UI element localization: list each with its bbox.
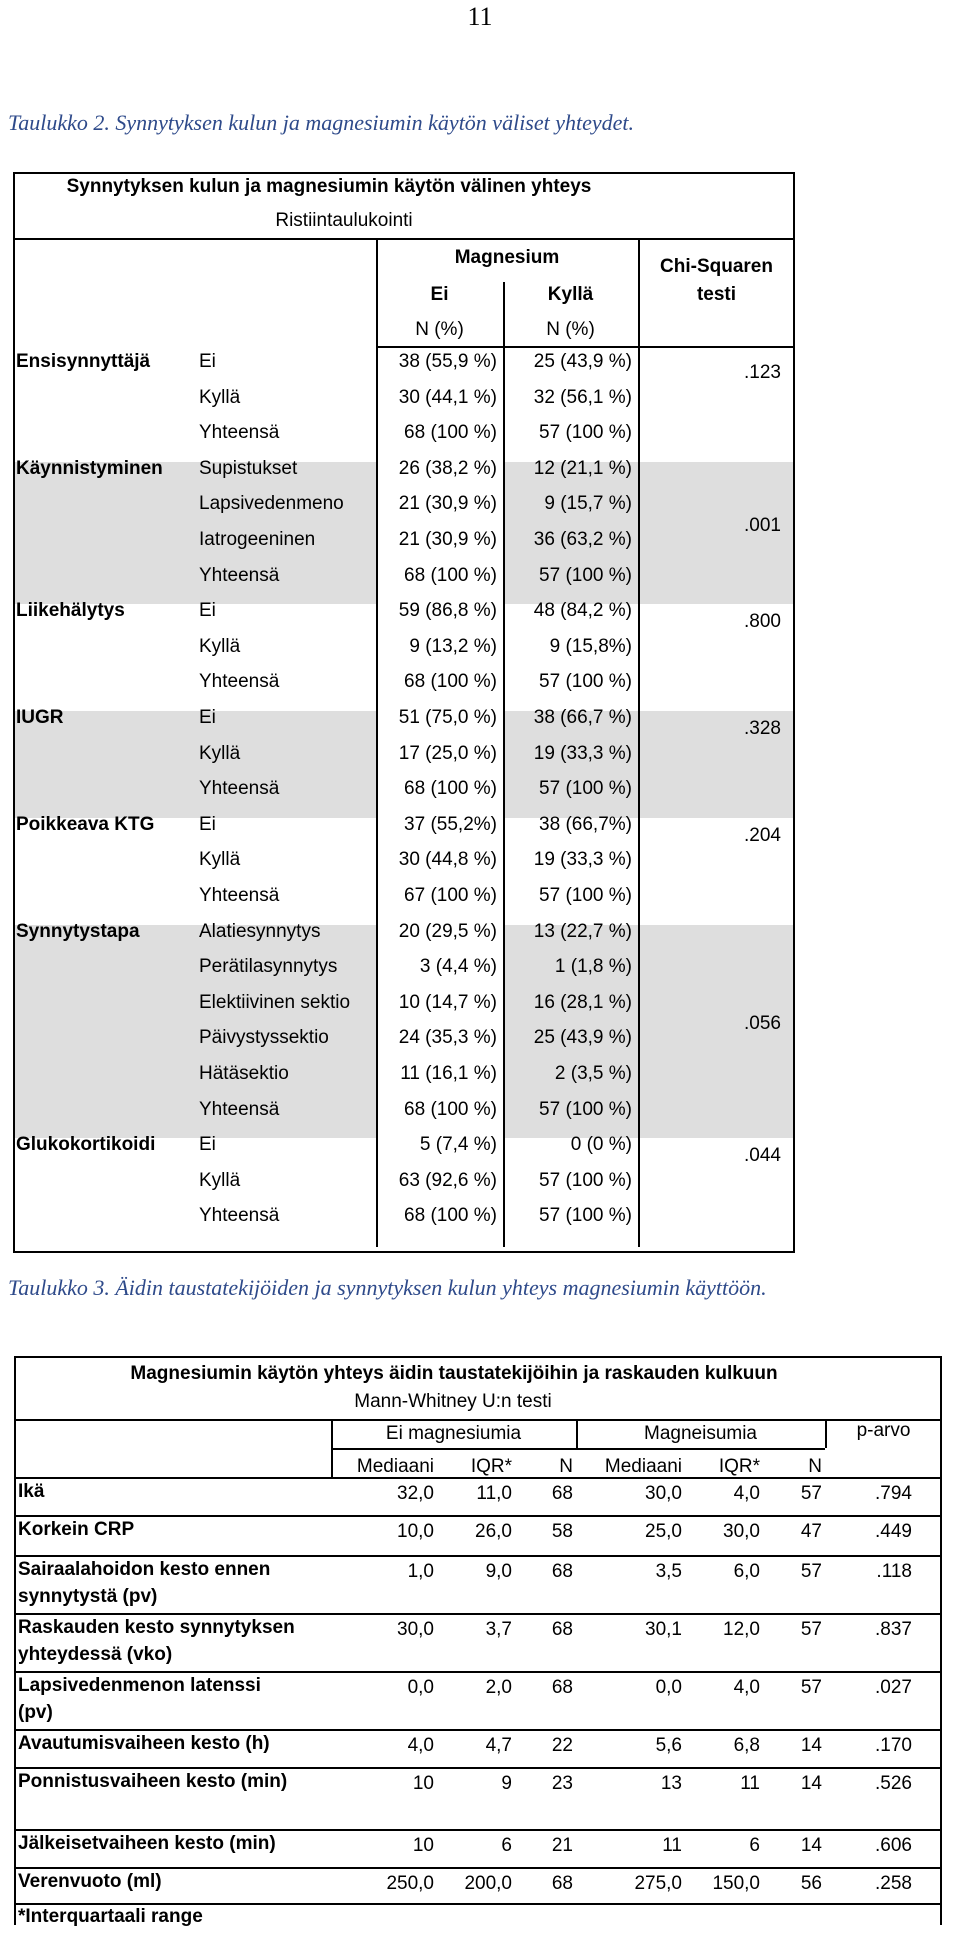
- category-label: Yhteensä: [199, 671, 280, 693]
- cell-value: 3,5: [655, 1561, 682, 1582]
- category-label: Yhteensä: [199, 422, 280, 444]
- value-ei: 51 (75,0 %): [398, 707, 497, 728]
- cell-value: 68: [551, 1873, 573, 1894]
- category-label: Perätilasynnytys: [199, 956, 338, 978]
- value-ei: 5 (7,4 %): [419, 1134, 497, 1156]
- value-ei: 68 (100 %): [404, 564, 497, 586]
- cell-value: 9: [501, 1773, 512, 1794]
- category-label: Kyllä: [199, 849, 241, 871]
- cell-value: 10: [412, 1835, 434, 1856]
- cell-value: 13: [660, 1773, 682, 1794]
- cell-value: 30,0: [645, 1483, 682, 1504]
- category-label: Yhteensä: [199, 564, 280, 586]
- value-ei: 21 (30,9 %): [398, 493, 497, 515]
- cell-value: 12,0: [723, 1619, 760, 1640]
- group-label: Käynnistyminen: [16, 457, 163, 479]
- cell-value: 2,0: [485, 1677, 512, 1698]
- value-kylla: 19 (33,3 %): [533, 849, 632, 871]
- page-number: 11: [467, 2, 493, 31]
- category-label: Hätäsektio: [199, 1063, 289, 1084]
- cell-value: 11,0: [476, 1483, 512, 1504]
- value-kylla: 36 (63,2 %): [533, 529, 632, 550]
- category-label: Lapsivedenmeno: [199, 493, 344, 515]
- value-ei: 59 (86,8 %): [398, 600, 497, 622]
- category-label: Ei: [199, 600, 216, 622]
- p-value: .449: [875, 1521, 912, 1542]
- cell-value: 32,0: [397, 1483, 434, 1504]
- cell-value: 11: [662, 1835, 682, 1856]
- column-header: Mediaani: [356, 1456, 434, 1477]
- chi-p-value: .123: [744, 362, 781, 383]
- value-ei: 21 (30,9 %): [398, 529, 497, 550]
- value-kylla: 57 (100 %): [539, 1169, 632, 1191]
- value-ei: 68 (100 %): [404, 422, 497, 444]
- value-kylla: 57 (100 %): [539, 1098, 632, 1120]
- group-shade: [15, 462, 376, 604]
- category-label: Ei: [199, 813, 216, 835]
- p-value: .170: [875, 1735, 912, 1756]
- header-rule-2: [376, 346, 638, 348]
- category-label: Ei: [199, 1134, 216, 1156]
- cell-value: 0,0: [407, 1677, 434, 1698]
- value-ei: 68 (100 %): [404, 671, 497, 693]
- cell-value: 10: [412, 1773, 434, 1794]
- category-label: Yhteensä: [199, 1098, 280, 1120]
- value-ei: 10 (14,7 %): [398, 991, 497, 1013]
- category-label: Yhteensä: [199, 1205, 280, 1227]
- cell-value: 57: [800, 1677, 822, 1698]
- table3-subtitle: Mann-Whitney U:n testi: [354, 1391, 552, 1412]
- row-label: Raskauden kesto synnytyksen: [18, 1617, 295, 1638]
- cell-value: 57: [800, 1483, 822, 1504]
- chi-p-value: .204: [744, 824, 781, 846]
- row-label: Lapsivedenmenon latenssi: [18, 1675, 261, 1696]
- cell-value: 68: [551, 1677, 573, 1698]
- cell-value: 4,0: [733, 1677, 760, 1698]
- header-kylla: Kyllä: [547, 284, 594, 305]
- cell-value: 150,0: [712, 1873, 760, 1894]
- value-kylla: 57 (100 %): [539, 1205, 632, 1227]
- header-rule: [14, 1419, 942, 1421]
- cell-value: 68: [551, 1619, 573, 1640]
- chi-p-value: .001: [744, 515, 781, 536]
- cell-value: 6: [749, 1835, 760, 1856]
- category-label: Yhteensä: [199, 778, 280, 800]
- cell-value: 1,0: [407, 1561, 434, 1582]
- category-label: Alatiesynnytys: [199, 920, 321, 942]
- group-mg-header: Magneisumia: [644, 1423, 757, 1444]
- row-label: Jälkeisetvaiheen kesto (min): [18, 1833, 276, 1854]
- value-kylla: 25 (43,9 %): [533, 351, 632, 372]
- cell-value: 30,0: [397, 1619, 434, 1640]
- column-header: IQR*: [470, 1456, 512, 1477]
- cell-value: 250,0: [386, 1873, 434, 1894]
- cell-value: 25,0: [645, 1521, 682, 1542]
- cell-value: 30,1: [645, 1619, 682, 1640]
- value-ei: 63 (92,6 %): [398, 1169, 497, 1191]
- value-ei: 30 (44,1 %): [398, 386, 497, 408]
- cell-value: 14: [800, 1773, 822, 1794]
- value-ei: 68 (100 %): [404, 1098, 497, 1120]
- row-rule: [14, 1903, 942, 1905]
- category-label: Supistukset: [199, 457, 298, 479]
- row-label: Avautumisvaiheen kesto (h): [18, 1733, 270, 1754]
- category-label: Ei: [199, 351, 216, 372]
- cell-value: 3,7: [485, 1619, 512, 1640]
- category-label: Kyllä: [199, 1169, 241, 1191]
- cell-value: 6: [501, 1835, 512, 1856]
- category-label: Yhteensä: [199, 885, 280, 906]
- row-rule: [14, 1555, 942, 1557]
- value-kylla: 13 (22,7 %): [533, 920, 632, 942]
- table3-title: Magnesiumin käytön yhteys äidin taustatekijöihin ja raskauden kulkuun: [130, 1363, 778, 1384]
- value-kylla: 0 (0 %): [570, 1134, 632, 1156]
- header-rule: [13, 238, 795, 240]
- value-kylla: 19 (33,3 %): [533, 742, 632, 764]
- value-kylla: 2 (3,5 %): [554, 1063, 632, 1084]
- p-value: .837: [875, 1619, 912, 1640]
- header-magnesium: Magnesium: [454, 247, 560, 268]
- category-label: Kyllä: [199, 635, 241, 657]
- value-ei: 30 (44,8 %): [398, 849, 497, 871]
- category-label: Ei: [199, 707, 216, 728]
- value-kylla: 25 (43,9 %): [533, 1027, 632, 1049]
- value-kylla: 57 (100 %): [539, 671, 632, 693]
- header-chi-2: testi: [696, 284, 737, 305]
- row-label-cont: yhteydessä (vko): [18, 1644, 173, 1665]
- category-label: Päivystyssektio: [199, 1027, 329, 1049]
- row-rule: [14, 1613, 942, 1615]
- row-rule: [14, 1729, 942, 1731]
- value-kylla: 9 (15,7 %): [544, 493, 632, 515]
- value-ei: 17 (25,0 %): [398, 742, 497, 764]
- cell-value: 23: [551, 1773, 573, 1794]
- p-value: .526: [875, 1773, 912, 1794]
- group-label: Glukokortikoidi: [16, 1134, 156, 1156]
- cell-value: 4,0: [733, 1483, 760, 1504]
- value-kylla: 16 (28,1 %): [533, 991, 632, 1013]
- group-label: Synnytystapa: [16, 920, 140, 942]
- value-ei: 20 (29,5 %): [398, 920, 497, 942]
- chi-p-value: .044: [744, 1145, 781, 1167]
- p-value: .027: [875, 1677, 912, 1698]
- row-label: Sairaalahoidon kesto ennen: [18, 1559, 271, 1580]
- value-ei: 3 (4,4 %): [419, 956, 497, 978]
- value-kylla: 38 (66,7 %): [533, 707, 632, 728]
- value-kylla: 1 (1,8 %): [554, 956, 632, 978]
- row-label: Ikä: [18, 1481, 45, 1502]
- cell-value: 9,0: [485, 1561, 512, 1582]
- header-rule-mid: [331, 1448, 825, 1450]
- value-ei: 11 (16,1 %): [400, 1063, 497, 1084]
- value-ei: 37 (55,2%): [404, 813, 497, 835]
- value-ei: 26 (38,2 %): [398, 457, 497, 479]
- chi-p-value: .056: [744, 1013, 781, 1035]
- header-ei: Ei: [430, 284, 449, 305]
- value-ei: 67 (100 %): [404, 885, 497, 906]
- cell-value: 14: [800, 1835, 822, 1856]
- cell-value: 22: [551, 1735, 573, 1756]
- row-label: Korkein CRP: [18, 1519, 135, 1540]
- value-kylla: 57 (100 %): [539, 422, 632, 444]
- category-label: Kyllä: [199, 386, 241, 408]
- value-kylla: 57 (100 %): [539, 778, 632, 800]
- value-kylla: 32 (56,1 %): [533, 386, 632, 408]
- category-label: Iatrogeeninen: [199, 529, 316, 550]
- row-rule: [14, 1515, 942, 1517]
- chi-p-value: .328: [744, 718, 781, 739]
- header-rule-3: [638, 346, 795, 348]
- group-ei-header: Ei magnesiumia: [385, 1423, 522, 1444]
- table2-caption: Taulukko 2. Synnytyksen kulun ja magnesiumin käytön väliset yhteydet.: [8, 110, 635, 135]
- value-kylla: 57 (100 %): [539, 564, 632, 586]
- cell-value: 4,0: [407, 1735, 434, 1756]
- value-kylla: 12 (21,1 %): [533, 457, 632, 479]
- header-n-ei: N (%): [415, 319, 464, 340]
- value-ei: 68 (100 %): [404, 778, 497, 800]
- p-value: .606: [875, 1835, 912, 1856]
- cell-value: 10,0: [397, 1521, 434, 1542]
- header-n-kylla: N (%): [546, 319, 595, 340]
- column-header: IQR*: [718, 1456, 760, 1477]
- p-value: .258: [875, 1873, 912, 1894]
- cell-value: 4,7: [485, 1735, 512, 1756]
- column-header: Mediaani: [604, 1456, 682, 1477]
- cell-value: 6,8: [733, 1735, 760, 1756]
- value-kylla: 9 (15,8%): [549, 635, 632, 657]
- value-ei: 38 (55,9 %): [398, 351, 497, 372]
- group-label: Liikehälytys: [16, 600, 125, 622]
- group-label: IUGR: [16, 707, 64, 728]
- group-shade: [15, 711, 376, 818]
- row-rule: [14, 1767, 942, 1769]
- p-value: .118: [876, 1561, 912, 1582]
- group-label: Poikkeava KTG: [16, 813, 155, 835]
- column-header: N: [559, 1456, 573, 1477]
- table3-caption: Taulukko 3. Äidin taustatekijöiden ja synnytyksen kulun yhteys magnesiumin käyttöön.: [8, 1275, 767, 1300]
- value-kylla: 38 (66,7%): [539, 813, 632, 835]
- cell-value: 0,0: [655, 1677, 682, 1698]
- value-kylla: 57 (100 %): [539, 885, 632, 906]
- category-label: Elektiivinen sektio: [199, 991, 351, 1013]
- cell-value: 26,0: [475, 1521, 512, 1542]
- cell-value: 47: [800, 1521, 822, 1542]
- row-label-cont: synnytystä (pv): [18, 1586, 158, 1607]
- cell-value: 56: [800, 1873, 822, 1894]
- value-ei: 9 (13,2 %): [409, 635, 497, 657]
- col-rule-chi: [638, 238, 640, 1247]
- cell-value: 6,0: [733, 1561, 760, 1582]
- cell-value: 30,0: [723, 1521, 760, 1542]
- p-value: .794: [875, 1483, 912, 1504]
- row-rule: [14, 1829, 942, 1831]
- chi-p-value: .800: [744, 611, 781, 633]
- row-label: Verenvuoto (ml): [18, 1871, 162, 1892]
- row-rule: [14, 1867, 942, 1869]
- value-kylla: 48 (84,2 %): [533, 600, 632, 622]
- column-header: N: [808, 1456, 822, 1477]
- cell-value: 68: [551, 1561, 573, 1582]
- cell-value: 21: [551, 1835, 573, 1856]
- cell-value: 275,0: [634, 1873, 682, 1894]
- group-label: Ensisynnyttäjä: [16, 351, 151, 372]
- value-ei: 24 (35,3 %): [398, 1027, 497, 1049]
- row-label-cont: (pv): [18, 1702, 53, 1723]
- footnote: *Interquartaali range: [18, 1906, 203, 1927]
- table2-title: Synnytyksen kulun ja magnesiumin käytön välinen yhteys: [66, 176, 592, 197]
- p-header: p-arvo: [856, 1420, 911, 1441]
- cell-value: 58: [551, 1521, 573, 1542]
- cell-value: 11: [740, 1773, 760, 1794]
- table2-subtitle: Ristiintaulukointi: [275, 210, 413, 231]
- cell-value: 14: [800, 1735, 822, 1756]
- category-label: Kyllä: [199, 742, 241, 764]
- cell-value: 57: [800, 1619, 822, 1640]
- row-label: Ponnistusvaiheen kesto (min): [18, 1771, 288, 1792]
- cell-value: 5,6: [655, 1735, 682, 1756]
- cell-value: 68: [551, 1483, 573, 1504]
- cell-value: 57: [800, 1561, 822, 1582]
- cell-value: 200,0: [464, 1873, 512, 1894]
- value-ei: 68 (100 %): [404, 1205, 497, 1227]
- row-rule: [14, 1671, 942, 1673]
- header-chi: Chi-Squaren: [660, 256, 773, 277]
